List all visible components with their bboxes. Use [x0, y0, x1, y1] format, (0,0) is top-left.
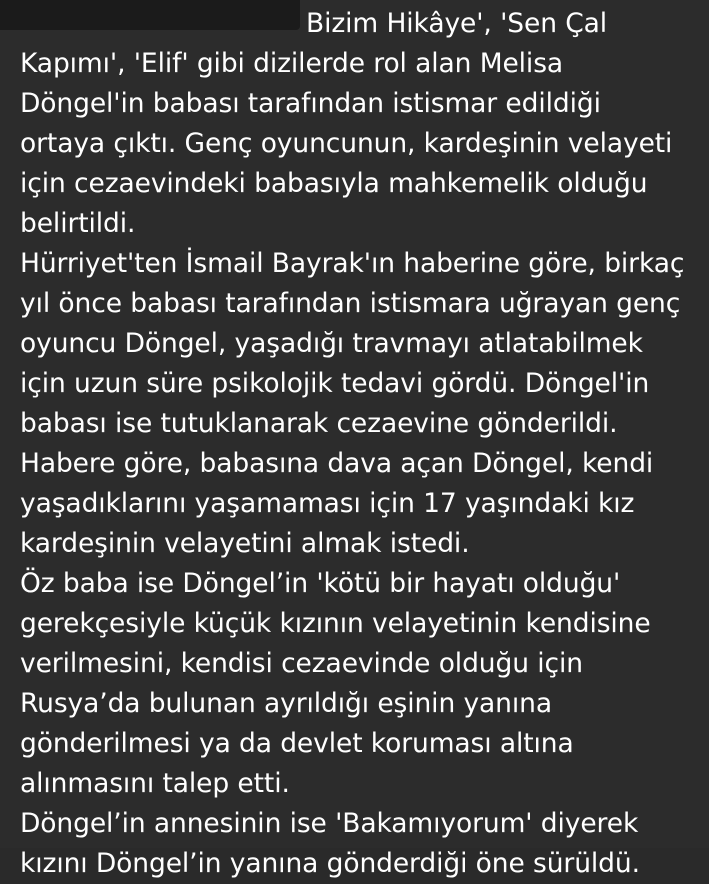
- redaction-spacer: [20, 31, 306, 32]
- paragraph-3: Habere göre, babasına dava açan Döngel, kendi yaşadıklarını yaşamaması için 17 yaşındaki kız kardeşinin velayetini almak istedi.: [20, 448, 654, 559]
- paragraph-5: Döngel’in annesinin ise 'Bakamıyorum' diyerek kızını Döngel’in yanına gönderdiği öne sürüldü.: [20, 808, 640, 879]
- article-body: [20, 4, 693, 884]
- paragraph-4: Öz baba ise Döngel’in 'kötü bir hayatı olduğu' gerekçesiyle küçük kızının velayetinin kendisine verilmesini, kendisi cezaevinde olduğu için Rusya’da bulunan ayrıldığı eşinin yanına gönderilmesi ya da devlet koruması altına alınmasını talep etti.: [20, 568, 651, 799]
- paragraph-1-text: Bizim Hikâye', 'Sen Çal Kapımı', 'Elif' gibi dizilerde rol alan Melisa Döngel'in babası tarafından istismar edildiği ortaya çıktı. Genç oyuncunun, kardeşinin velayeti için cezaevindeki babasıyla mahkemelik olduğu belirtildi.: [20, 8, 673, 239]
- paragraph-1: [20, 4, 693, 244]
- paragraph-2: Hürriyet'ten İsmail Bayrak'ın haberine göre, birkaç yıl önce babası tarafından istismara uğrayan genç oyuncu Döngel, yaşadığı travmayı atlatabilmek için uzun süre psikolojik tedavi gördü. Döngel'in babası ise tutuklanarak cezaevine gönderildi.: [20, 248, 685, 439]
- redacted-block: [0, 0, 300, 30]
